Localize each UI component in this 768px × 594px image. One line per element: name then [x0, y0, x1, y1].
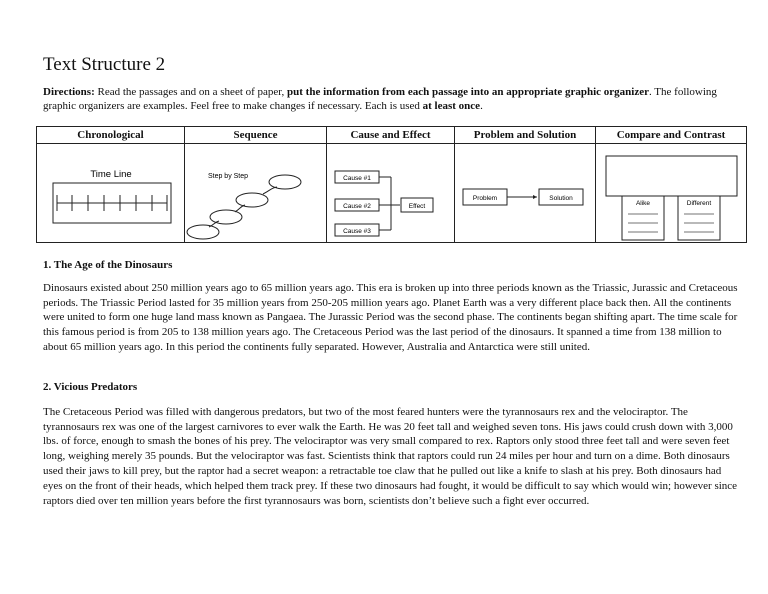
directions-bold-2: at least once: [422, 100, 481, 112]
different-label: Different: [686, 200, 712, 207]
timeline-diagram: [37, 144, 185, 242]
cause-1-label: Cause #1: [343, 175, 371, 182]
solution-label: Solution: [549, 195, 573, 202]
effect-label: Effect: [408, 203, 426, 210]
section-1-body: Dinosaurs existed about 250 million years ago to 65 million years ago. This era is broken up into three periods known as the Triassic, Jurassic and Cretaceous periods. The Triassic Period lasted for 35 million years from 250-205 million years ago. Planet Earth was a very different place back then. All the continents were united to form one huge land mass known as Pangaea. The Jurassic Period was the second phase. The continents began shifting apart. The time scale for this famous period is from 205 to 138 million years ago. The Cretaceous Period was the last period of the dinosaurs. It spanned a time from 138 million to about 65 million years ago. In this period the continents fully separated. However, Australia and Antarctica were still united.: [43, 281, 738, 353]
directions-text-2: . The following graphic organizers are examples. Feel free to make changes if necessary. Each is used: [43, 86, 717, 112]
compare-lines: [628, 214, 714, 232]
cell-timeline: [37, 144, 185, 243]
sequence-step-1: [187, 225, 219, 239]
problem-label: Problem: [472, 195, 498, 202]
compare-contrast-diagram: [596, 144, 747, 242]
cell-compare-contrast: [596, 144, 747, 243]
timeline-label: Time Line: [90, 169, 132, 180]
header-chronological: Chronological: [37, 127, 185, 144]
cause-effect-diagram: [327, 144, 455, 242]
alike-label: Alike: [635, 200, 651, 207]
sequence-arrow-3: [263, 187, 277, 194]
header-compare-contrast: Compare and Contrast: [596, 127, 747, 144]
sequence-step-2: [210, 210, 242, 224]
directions-lead: Directions:: [43, 86, 95, 98]
graphic-organizer-table: [36, 126, 747, 243]
cause-3-label: Cause #3: [343, 228, 371, 235]
header-problem-solution: Problem and Solution: [455, 127, 596, 144]
cell-cause-effect: [327, 144, 455, 243]
directions: [43, 85, 743, 113]
sequence-label: Step by Step: [207, 173, 249, 180]
header-sequence: Sequence: [185, 127, 327, 144]
cause-2-label: Cause #2: [343, 203, 371, 210]
sequence-step-4: [269, 175, 301, 189]
directions-text-1: Read the passages and on a sheet of paper,: [94, 86, 288, 98]
problem-solution-arrowhead: [533, 195, 537, 199]
section-2-heading: 2. Vicious Predators: [43, 381, 138, 393]
header-cause-effect: Cause and Effect: [327, 127, 455, 144]
sequence-diagram: [185, 144, 327, 242]
sequence-step-3: [236, 193, 268, 207]
directions-bold-1: put the information from each passage into an appropriate graphic organizer: [287, 86, 649, 98]
sequence-arrow-2: [235, 205, 245, 212]
compare-top-box: [606, 156, 737, 196]
section-dinosaurs: [43, 258, 743, 355]
section-2-body: The Cretaceous Period was filled with dangerous predators, but two of the most feared hunters were the tyrannosaurs rex and the velociraptor. The tyrannosaurs rex was one of the largest carnivores to ever walk the Earth. He was 20 feet tall and weighed seven tons. His jaws could crush down with 3,000 lbs. of force, enough to smash the bones of his prey. The velociraptor was very small compared to rex. Raptors only stood three feet tall and were seven feet long, weighing merely 35 pounds. But the velociraptor was fast. Scientists think that raptors could run 24 miles per hour and turn on a dime. Both dinosaurs used their jaws to kill prey, but the raptor had a secret weapon: a retractable toe claw that he pulled out like a knife to slash at his prey. Both dinosaurs had eyes on the front of their heads, which helped them track prey. If these two dinosaurs had fought, it would be difficult to say which would win; however since raptors died over ten million years before the first tyrannosaurs was born, scientists don’t believe such a fight ever occurred.: [43, 405, 738, 507]
cell-sequence: [185, 144, 327, 243]
problem-solution-diagram: [455, 144, 596, 242]
section-1-heading: 1. The Age of the Dinosaurs: [43, 259, 173, 271]
directions-text-3: .: [480, 100, 483, 112]
section-predators: [43, 380, 743, 508]
page-title: Text Structure 2: [43, 54, 166, 75]
cell-problem-solution: [455, 144, 596, 243]
